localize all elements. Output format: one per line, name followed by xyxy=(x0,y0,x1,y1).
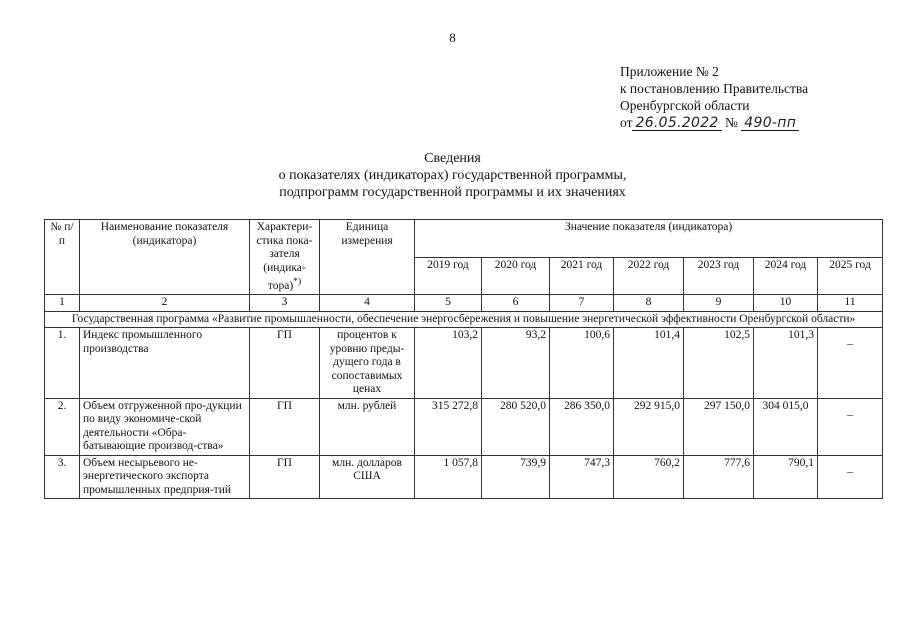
row-value: 790,1 xyxy=(754,455,818,499)
column-number: 3 xyxy=(250,295,320,312)
row-num: 1. xyxy=(45,328,80,399)
program-title: Государственная программа «Развитие промышленности, обеспечение энергосбережения и повышение энергетической эффективности Оренбургской области» xyxy=(45,311,883,328)
header-row-1 xyxy=(45,220,883,258)
number-sign: № xyxy=(725,115,738,130)
column-number-row xyxy=(45,295,883,312)
row-unit: млн. рублей xyxy=(320,398,415,455)
row-value: 760,2 xyxy=(614,455,684,499)
column-number: 5 xyxy=(415,295,482,312)
header-values-group: Значение показателя (индикатора) xyxy=(415,220,883,258)
header-char-footnote: *) xyxy=(293,276,302,287)
row-num: 3. xyxy=(45,455,80,499)
row-value: 101,4 xyxy=(614,328,684,399)
row-value: 101,3 xyxy=(754,328,818,399)
row-value: – xyxy=(818,398,883,455)
header-year: 2024 год xyxy=(754,257,818,295)
row-char: ГП xyxy=(250,398,320,455)
handwritten-date: 26.05.2022 xyxy=(632,116,721,131)
appendix-decree: к постановлению Правительства xyxy=(620,81,809,96)
row-value: 93,2 xyxy=(482,328,550,399)
date-prefix: от xyxy=(620,115,633,130)
row-num: 2. xyxy=(45,398,80,455)
row-value: 102,5 xyxy=(684,328,754,399)
table-row xyxy=(45,455,883,499)
column-number: 1 xyxy=(45,295,80,312)
row-value: – xyxy=(818,455,883,499)
appendix-date-line xyxy=(620,114,808,131)
row-name: Объем отгруженной про-дукции по виду экономиче-ской деятельности «Обра-батывающие производ-ства» xyxy=(80,398,250,455)
page-number: 8 xyxy=(449,30,456,45)
column-number: 11 xyxy=(818,295,883,312)
row-char: ГП xyxy=(250,455,320,499)
column-number: 4 xyxy=(320,295,415,312)
row-unit: процентов к уровню преды-дущего года в сопоставимых ценах xyxy=(320,328,415,399)
indicators-table xyxy=(44,219,883,499)
title-line-3: подпрограмм государственной программы и их значениях xyxy=(279,185,626,200)
header-year: 2022 год xyxy=(614,257,684,295)
header-num: № п/п xyxy=(45,220,80,295)
appendix-region: Оренбургской области xyxy=(620,98,750,113)
column-number: 6 xyxy=(482,295,550,312)
title-line-1: Сведения xyxy=(424,151,481,166)
row-value: 304 015,0 xyxy=(754,398,818,455)
row-name: Объем несырьевого не-энергетического экспорта промышленных предприя-тий xyxy=(80,455,250,499)
header-year: 2019 год xyxy=(415,257,482,295)
appendix-title: Приложение № 2 xyxy=(620,64,719,79)
title-line-2: о показателях (индикаторах) государственной программы, xyxy=(278,168,627,183)
row-value: 100,6 xyxy=(550,328,614,399)
header-unit: Единица измерения xyxy=(320,220,415,295)
program-title-row xyxy=(45,311,883,328)
header-year: 2025 год xyxy=(818,257,883,295)
document-title xyxy=(0,150,905,201)
table-row xyxy=(45,398,883,455)
row-value: – xyxy=(818,328,883,399)
header-year: 2020 год xyxy=(482,257,550,295)
handwritten-number: 490-пп xyxy=(741,116,799,131)
column-number: 8 xyxy=(614,295,684,312)
header-char: Характери-стика пока-зателя (индика-тора)*) xyxy=(250,220,320,295)
row-value: 292 915,0 xyxy=(614,398,684,455)
column-number: 9 xyxy=(684,295,754,312)
header-name: Наименование показателя (индикатора) xyxy=(80,220,250,295)
row-value: 297 150,0 xyxy=(684,398,754,455)
column-number: 10 xyxy=(754,295,818,312)
row-value: 777,6 xyxy=(684,455,754,499)
row-value: 739,9 xyxy=(482,455,550,499)
header-year: 2023 год xyxy=(684,257,754,295)
row-value: 747,3 xyxy=(550,455,614,499)
row-value: 103,2 xyxy=(415,328,482,399)
header-year: 2021 год xyxy=(550,257,614,295)
row-char: ГП xyxy=(250,328,320,399)
column-number: 7 xyxy=(550,295,614,312)
appendix-block xyxy=(620,63,808,131)
row-name: Индекс промышленного производства xyxy=(80,328,250,399)
row-value: 286 350,0 xyxy=(550,398,614,455)
table-row xyxy=(45,328,883,399)
row-value: 280 520,0 xyxy=(482,398,550,455)
row-unit: млн. долларов США xyxy=(320,455,415,499)
column-number: 2 xyxy=(80,295,250,312)
row-value: 1 057,8 xyxy=(415,455,482,499)
row-value: 315 272,8 xyxy=(415,398,482,455)
